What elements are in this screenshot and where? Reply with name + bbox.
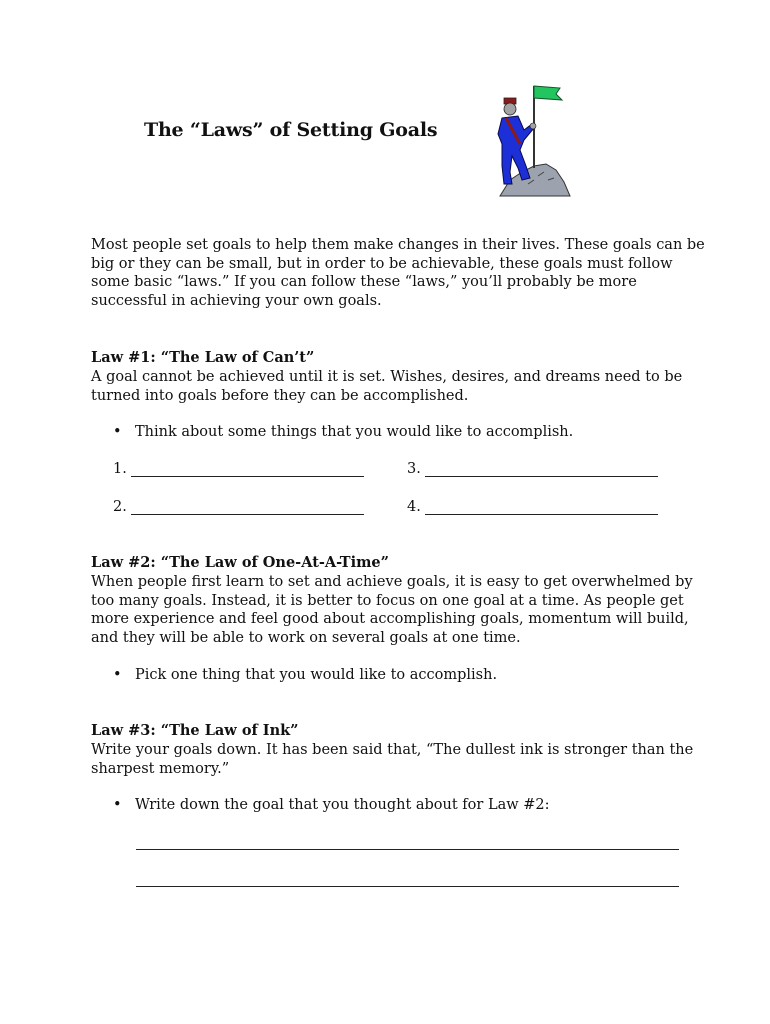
law2-heading: Law #2: “The Law of One-At-A-Time” — [91, 554, 389, 571]
law2-text: When people first learn to set and achieve goals, it is easy to get overwhelmed by too many goals. Instead, it is better to focus on one goal at a time. As people get more experience and feel good about accomplishing goals, momentum will build, and they will be able to work on several goals at one time. — [91, 574, 693, 646]
blank-line[interactable] — [425, 500, 658, 515]
intro-paragraph: Most people set goals to help them make changes in their lives. These goals can be big or they can be small, but in order to be achievable, these goals must follow some basic “laws.” If you can follow these “laws,” you’ll probably be more successful in achieving your own goals. — [91, 237, 705, 309]
law1-bullet-text: Think about some things that you would like to accomplish. — [135, 424, 574, 440]
law2-bullet-text: Pick one thing that you would like to accomplish. — [135, 667, 498, 683]
answer-number: 3. — [407, 461, 421, 477]
law3-bullet-text: Write down the goal that you thought about for Law #2: — [135, 797, 550, 813]
answer-line-4[interactable] — [407, 499, 658, 515]
blank-line[interactable] — [131, 500, 364, 515]
climber-with-flag-illustration — [494, 80, 572, 198]
law2-bullet — [113, 667, 497, 683]
answer-number: 2. — [113, 499, 127, 515]
law1-text: A goal cannot be achieved until it is set. Wishes, desires, and dreams need to be turned into goals before they can be accomplished. — [91, 369, 683, 404]
write-line-1[interactable] — [136, 849, 679, 850]
bullet-dot-icon: • — [113, 667, 122, 683]
law3-bullet — [113, 797, 550, 813]
blank-line[interactable] — [425, 462, 658, 477]
answer-number: 1. — [113, 461, 127, 477]
write-line-2[interactable] — [136, 886, 679, 887]
blank-line[interactable] — [131, 462, 364, 477]
law3-text: Write your goals down. It has been said that, “The dullest ink is stronger than the sharpest memory.” — [91, 742, 694, 777]
bullet-dot-icon: • — [113, 797, 122, 813]
page-title: The “Laws” of Setting Goals — [144, 119, 438, 141]
answer-line-2[interactable] — [113, 499, 364, 515]
law3-heading: Law #3: “The Law of Ink” — [91, 722, 299, 739]
answer-line-3[interactable] — [407, 461, 658, 477]
law1-heading: Law #1: “The Law of Can’t” — [91, 349, 315, 366]
law1-bullet — [113, 424, 573, 440]
bullet-dot-icon: • — [113, 424, 122, 440]
answer-number: 4. — [407, 499, 421, 515]
answer-line-1[interactable] — [113, 461, 364, 477]
